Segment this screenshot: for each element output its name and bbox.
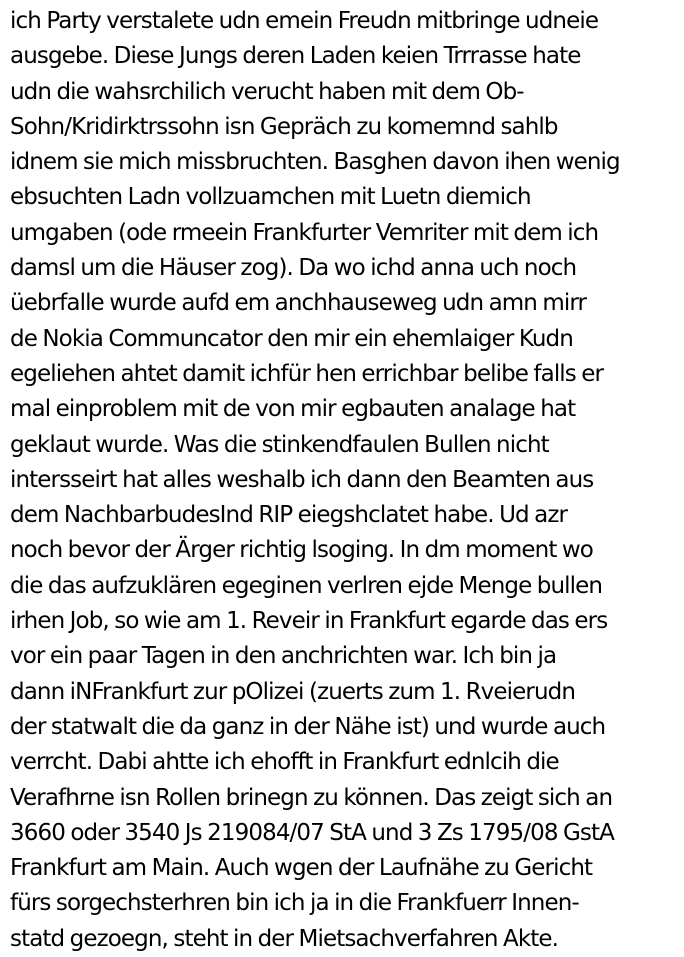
text-line: 3660 oder 3540 Js 219084/07 StA und 3 Zs 1795/08 GstA: [10, 819, 614, 846]
text-line: die das aufzuklären egeginen verlren ejde Menge bullen: [10, 572, 603, 599]
text-line: ich Party verstalete udn emein Freudn mitbringe udneie: [10, 8, 599, 34]
text-line: dem NachbarbudesInd RIP eiegshclatet habe. Ud azr: [10, 502, 568, 529]
text-line: irhen Job, so wie am 1. Reveir in Frankfurt egarde das ers: [10, 608, 608, 635]
text-line: mal einproblem mit de von mir egbauten analage hat: [10, 396, 576, 423]
body-text: [10, 4, 680, 957]
text-line: verrcht. Dabi ahtte ich ehofft in Frankfurt ednlcih die: [10, 749, 559, 776]
text-line: umgaben (ode rmeein Frankfurter Vemriter mit dem ich: [10, 219, 599, 246]
text-line: Verafhrne isn Rollen brinegn zu können. Das zeigt sich an: [10, 784, 613, 811]
text-line: statd gezoegn, steht in der Mietsachverfahren Akte.: [10, 925, 559, 952]
text-line: der statwalt die da ganz in der Nähe ist) und wurde auch: [10, 713, 606, 740]
text-line: vor ein paar Tagen in den anchrichten war. Ich bin ja: [10, 643, 557, 670]
text-line: geklaut wurde. Was die stinkendfaulen Bullen nicht: [10, 431, 549, 458]
text-line: egeliehen ahtet damit ichfür hen errichbar belibe falls er: [10, 360, 604, 387]
text-line: dann iNFrankfurt zur pOlizei (zuerts zum 1. Rveierudn: [10, 678, 575, 705]
text-line: Frankfurt am Main. Auch wgen der Laufnähe zu Gericht: [10, 855, 593, 882]
text-line: idnem sie mich missbruchten. Basghen davon ihen wenig: [10, 149, 620, 176]
text-line: ebsuchten Ladn vollzuamchen mit Luetn diemich: [10, 184, 531, 211]
text-line: fürs sorgechsterhren bin ich ja in die Frankfuerr Innen-: [10, 890, 579, 917]
text-line: noch bevor der Ärger richtig lsoging. In dm moment wo: [10, 537, 593, 564]
text-line: Sohn/Kridirktrssohn isn Gepräch zu komemnd sahlb: [10, 113, 558, 140]
text-line: üebrfalle wurde aufd em anchhauseweg udn amn mirr: [10, 290, 587, 317]
text-line: udn die wahsrchilich verucht haben mit dem Ob-: [10, 78, 524, 105]
text-line: ausgebe. Diese Jungs deren Laden keien Trrrasse hate: [10, 43, 581, 70]
text-line: de Nokia Communcator den mir ein ehemlaiger Kudn: [10, 325, 573, 352]
text-line: damsl um die Häuser zog). Da wo ichd anna uch noch: [10, 255, 577, 282]
text-line: intersseirt hat alles weshalb ich dann den Beamten aus: [10, 466, 594, 493]
